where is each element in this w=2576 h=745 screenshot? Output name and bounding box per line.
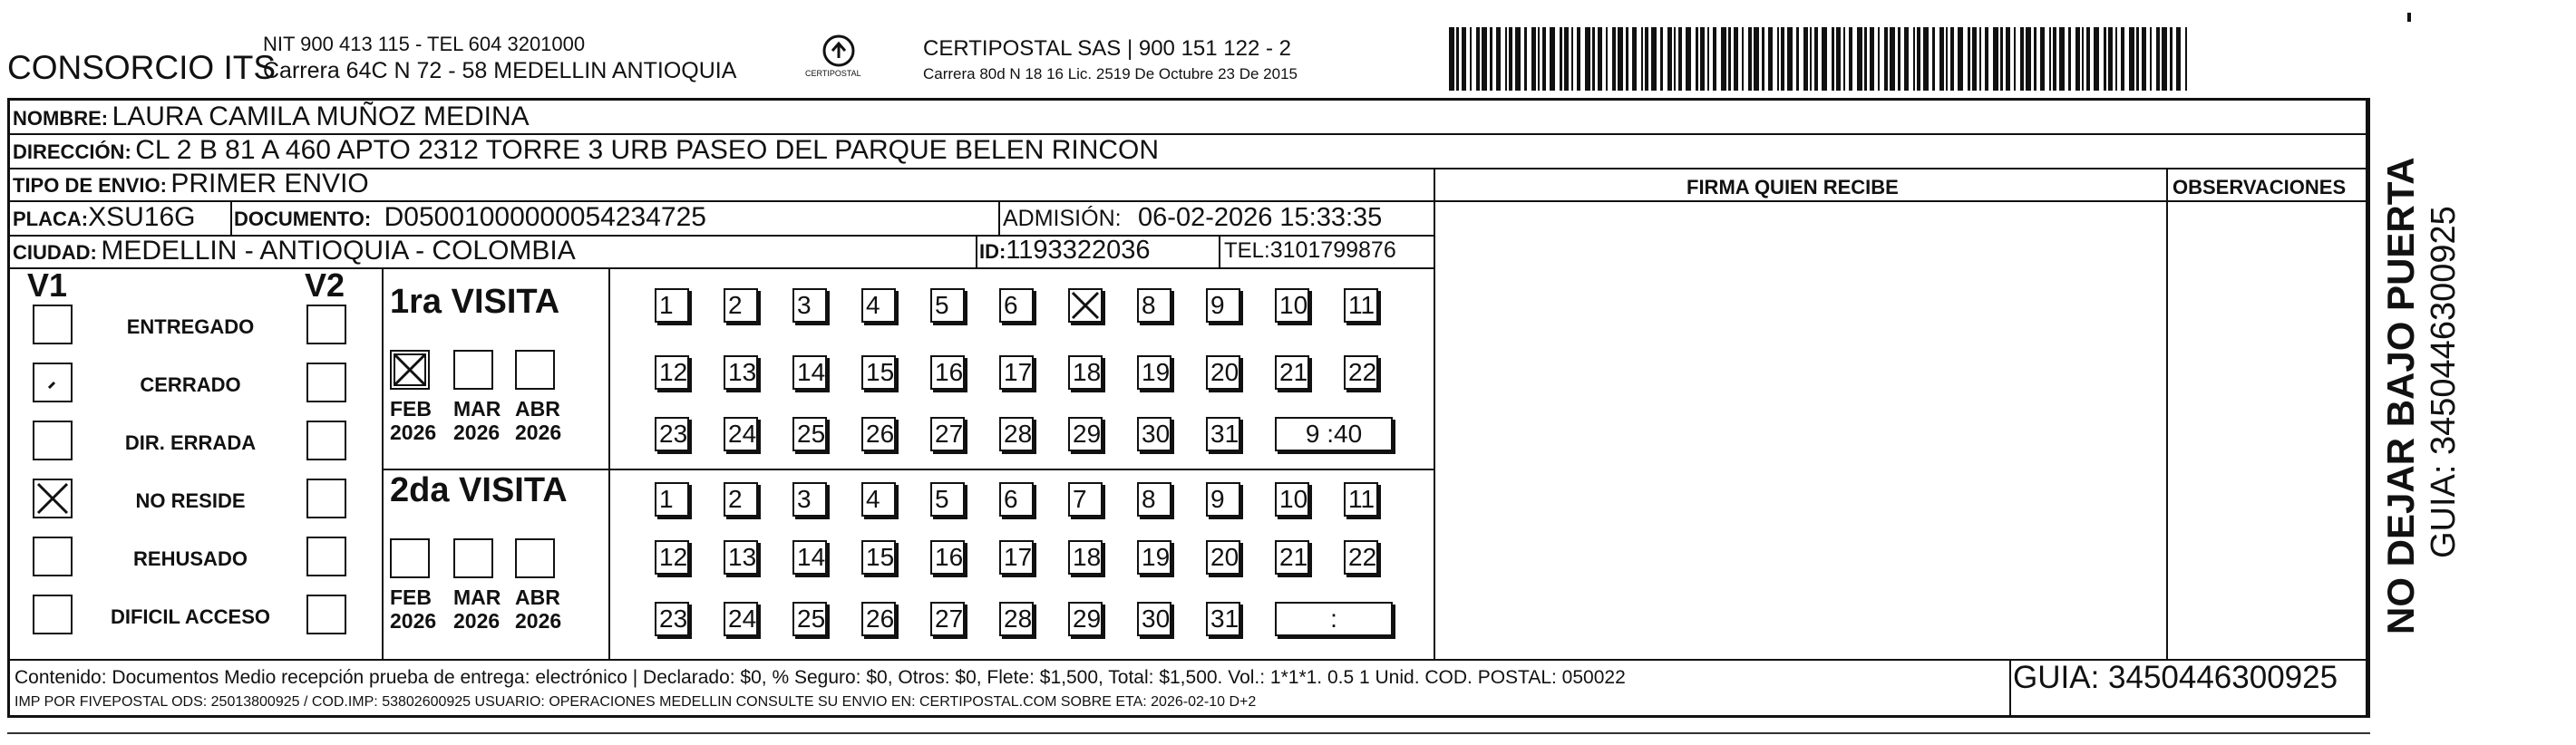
month-checkbox[interactable] [390, 350, 430, 390]
barcode-bar [2026, 27, 2031, 91]
barcode-bar [2142, 27, 2146, 91]
day-box[interactable]: 7 [1068, 482, 1103, 517]
barcode-bar [2014, 27, 2016, 91]
tick-mark-icon [34, 364, 71, 401]
barcode-bar [2020, 27, 2024, 91]
barcode-bar [1577, 27, 1580, 91]
day-box[interactable]: 11 [1344, 482, 1378, 517]
barcode-bar [1686, 27, 1691, 91]
direccion-row [13, 135, 1159, 166]
barcode-bar [2059, 27, 2065, 91]
barcode-bar [1979, 27, 1981, 91]
tipo-value: PRIMER ENVIO [170, 169, 369, 198]
barcode-bar [1958, 27, 1963, 91]
certipostal-address: Carrera 80d N 18 16 Lic. 2519 De Octubre 23 De 2015 [923, 65, 1298, 82]
v1-checkbox[interactable] [33, 537, 73, 576]
barcode-bar [1713, 27, 1716, 91]
day-box[interactable] [1068, 288, 1103, 323]
day-box[interactable]: 17 [999, 355, 1034, 390]
v1-checkbox[interactable] [33, 421, 73, 460]
placa-label: PLACA: [13, 208, 89, 230]
v1-checkbox[interactable] [33, 363, 73, 402]
barcode-bar [1482, 27, 1487, 91]
v2-checkbox[interactable] [306, 479, 346, 518]
barcode-bar [1509, 27, 1512, 91]
day-box[interactable]: 5 [930, 288, 965, 323]
tel-label: TEL: [1224, 238, 1270, 263]
check-mark-icon [1070, 290, 1101, 321]
barcode-bar [1923, 27, 1929, 91]
barcode-bar [1626, 27, 1628, 91]
barcode-bar [1674, 27, 1676, 91]
barcode-bar [1762, 27, 1764, 91]
month-label: MAR [453, 397, 501, 421]
tipo-row [13, 169, 369, 199]
day-box[interactable]: 25 [792, 417, 827, 451]
barcode-bar [1822, 27, 1827, 91]
barcode-bar [2006, 27, 2010, 91]
day-box[interactable]: 16 [930, 355, 965, 390]
barcode-bar [1787, 27, 1793, 91]
day-box[interactable]: 23 [655, 602, 689, 636]
barcode-bar [1490, 27, 1492, 91]
barcode-bar [2136, 27, 2139, 91]
day-box[interactable]: 13 [724, 540, 758, 575]
day-box[interactable]: 26 [861, 417, 896, 451]
status-label: NO RESIDE [135, 489, 246, 512]
tel-row [1224, 237, 1396, 264]
month-checkbox[interactable] [453, 350, 493, 390]
certipostal-info: CERTIPOSTAL SAS | 900 151 122 - 2 [923, 36, 1291, 61]
barcode-bar [1781, 27, 1784, 91]
admision-row [1003, 203, 1382, 233]
side-guia: GUIA: 3450446300925 [2425, 206, 2463, 558]
barcode-bar [1832, 27, 1834, 91]
id-row [979, 236, 1150, 266]
month-label: ABR [515, 585, 560, 609]
barcode-bar [1890, 27, 1895, 91]
day-box[interactable]: 25 [792, 602, 827, 636]
day-box[interactable]: 5 [930, 482, 965, 517]
year-label: 2026 [390, 421, 437, 444]
barcode-bar [1641, 27, 1643, 91]
day-box[interactable]: 27 [930, 602, 965, 636]
barcode-bar [1939, 27, 1944, 91]
v2-checkbox[interactable] [306, 421, 346, 460]
second-visit-title: 2da VISITA [390, 471, 568, 509]
barcode-bar [2150, 27, 2152, 91]
barcode-bar [1560, 27, 1562, 91]
barcode-bar [1592, 27, 1595, 91]
bottom-rule [7, 732, 2370, 734]
barcode-bar [2075, 27, 2080, 91]
barcode-bar [1734, 27, 1738, 91]
barcode-bar [1618, 27, 1623, 91]
company-address: Carrera 64C N 72 - 58 MEDELLIN ANTIOQUIA [263, 58, 737, 83]
barcode-bar [1564, 27, 1569, 91]
day-box[interactable]: 28 [999, 602, 1034, 636]
barcode-bar [2162, 27, 2167, 91]
barcode-bar [1768, 27, 1773, 91]
day-box[interactable]: 13 [724, 355, 758, 390]
day-box[interactable]: 12 [655, 355, 689, 390]
day-box[interactable]: 3 [792, 288, 827, 323]
barcode-bar [1748, 27, 1752, 91]
status-label: ENTREGADO [126, 315, 255, 338]
day-box[interactable]: 14 [792, 355, 827, 390]
barcode-bar [1524, 27, 1527, 91]
barcode-bar [2129, 27, 2134, 91]
day-box[interactable]: 4 [861, 482, 896, 517]
month-label: MAR [453, 585, 501, 609]
barcode-bar [2053, 27, 2056, 91]
barcode-bar [1456, 27, 1459, 91]
day-box[interactable]: 9 [1206, 288, 1240, 323]
day-box[interactable]: 8 [1137, 482, 1171, 517]
barcode-bar [2115, 27, 2117, 91]
barcode-bar [1550, 27, 1555, 91]
v2-checkbox[interactable] [306, 363, 346, 402]
barcode-bar [1810, 27, 1812, 91]
logo-label: CERTIPOSTAL [805, 69, 861, 78]
day-box[interactable]: 24 [724, 417, 758, 451]
tel-value: 3101799876 [1269, 237, 1396, 263]
v1-checkbox[interactable] [33, 595, 73, 634]
day-box[interactable]: 1 [655, 482, 689, 517]
time-box[interactable]: 9 :40 [1275, 417, 1393, 451]
v2-checkbox[interactable] [306, 595, 346, 634]
day-box[interactable]: 12 [655, 540, 689, 575]
nombre-label: NOMBRE: [13, 107, 109, 130]
status-label: CERRADO [140, 373, 241, 396]
barcode-bar [1843, 27, 1845, 91]
barcode-bar [1803, 27, 1808, 91]
barcode-bar [1531, 27, 1536, 91]
v1-label: V1 [27, 266, 68, 304]
barcode-bar [1917, 27, 1920, 91]
barcode-bar [2000, 27, 2003, 91]
barcode-bar [1972, 27, 1977, 91]
nombre-row [13, 102, 530, 132]
id-label: ID: [979, 240, 1006, 263]
barcode-bar [2108, 27, 2113, 91]
barcode-bar [1598, 27, 1602, 91]
day-box[interactable]: 20 [1206, 355, 1240, 390]
day-box[interactable]: 19 [1137, 355, 1171, 390]
day-box[interactable]: 8 [1137, 288, 1171, 323]
day-box[interactable]: 6 [999, 482, 1034, 517]
placa-row [13, 202, 196, 233]
day-box[interactable]: 22 [1344, 540, 1378, 575]
day-box[interactable]: 18 [1068, 540, 1103, 575]
check-mark-icon [34, 480, 71, 517]
barcode [1449, 27, 2192, 91]
status-label: DIFICIL ACCESO [110, 605, 270, 628]
barcode-bar [1742, 27, 1744, 91]
certipostal-logo-icon [807, 31, 870, 89]
footer-print-info: IMP POR FIVEPOSTAL ODS: 25013800925 / COD.IMP: 53802600925 USUARIO: OPERACIONES MEDELLIN CONSULTE SU ENVIO EN: CERTIPOSTAL.COM SOBRE ETA: 2026-02-10 D+2 [15, 694, 1257, 710]
barcode-bar [1857, 27, 1862, 91]
day-box[interactable]: 9 [1206, 482, 1240, 517]
admision-value: 06-02-2026 15:33:35 [1138, 203, 1383, 232]
direccion-value: CL 2 B 81 A 460 APTO 2312 TORRE 3 URB PASEO DEL PARQUE BELEN RINCON [135, 135, 1160, 165]
barcode-bar [1878, 27, 1880, 91]
day-box[interactable]: 2 [724, 482, 758, 517]
v2-checkbox[interactable] [306, 305, 346, 344]
barcode-bar [2049, 27, 2051, 91]
placa-value: XSU16G [88, 202, 196, 232]
barcode-bar [1913, 27, 1915, 91]
v2-checkbox[interactable] [306, 537, 346, 576]
barcode-bar [2086, 27, 2090, 91]
status-label: REHUSADO [133, 547, 248, 570]
day-box[interactable]: 20 [1206, 540, 1240, 575]
nombre-value: LAURA CAMILA MUÑOZ MEDINA [112, 102, 530, 131]
barcode-bar [2094, 27, 2099, 91]
barcode-bar [1505, 27, 1507, 91]
barcode-bar [1968, 27, 1970, 91]
observaciones-label: OBSERVACIONES [2173, 176, 2347, 198]
month-label: FEB [390, 585, 432, 609]
day-box[interactable]: 31 [1206, 417, 1240, 451]
barcode-bar [2176, 27, 2181, 91]
month-label: FEB [390, 397, 432, 421]
barcode-bar [1993, 27, 1998, 91]
day-box[interactable]: 28 [999, 417, 1034, 451]
admision-label: ADMISIÓN: [1003, 206, 1122, 231]
day-box[interactable]: 29 [1068, 602, 1103, 636]
barcode-bar [1836, 27, 1841, 91]
month-checkbox[interactable] [515, 350, 555, 390]
day-box[interactable]: 14 [792, 540, 827, 575]
id-value: 1193322036 [1006, 236, 1151, 265]
day-box[interactable]: 15 [861, 355, 896, 390]
day-box[interactable]: 6 [999, 288, 1034, 323]
company-name: CONSORCIO ITS [7, 49, 277, 86]
barcode-bar [1814, 27, 1818, 91]
barcode-bar [1932, 27, 1935, 91]
barcode-bar [1884, 27, 1888, 91]
barcode-bar [1612, 27, 1616, 91]
barcode-bar [1864, 27, 1867, 91]
barcode-bar [2040, 27, 2045, 91]
barcode-bar [1985, 27, 1988, 91]
barcode-bar [2170, 27, 2173, 91]
barcode-bar [2121, 27, 2124, 91]
time-box[interactable]: : [1275, 602, 1393, 636]
barcode-bar [1606, 27, 1608, 91]
day-box[interactable]: 24 [724, 602, 758, 636]
barcode-bar [1462, 27, 1466, 91]
barcode-bar [1449, 27, 1454, 91]
v1-checkbox[interactable] [33, 305, 73, 344]
barcode-bar [1904, 27, 1909, 91]
month-label: ABR [515, 397, 560, 421]
year-label: 2026 [515, 609, 562, 633]
day-box[interactable]: 19 [1137, 540, 1171, 575]
day-box[interactable]: 10 [1275, 288, 1309, 323]
firma-label: FIRMA QUIEN RECIBE [1687, 176, 1899, 198]
barcode-bar [1538, 27, 1540, 91]
barcode-bar [1515, 27, 1521, 91]
barcode-bar [1476, 27, 1480, 91]
barcode-bar [1721, 27, 1726, 91]
barcode-bar [1754, 27, 1759, 91]
day-box[interactable]: 27 [930, 417, 965, 451]
barcode-bar [1777, 27, 1779, 91]
barcode-bar [1728, 27, 1731, 91]
barcode-bar [1667, 27, 1672, 91]
barcode-bar [1632, 27, 1637, 91]
barcode-bar [1542, 27, 1546, 91]
day-box[interactable]: 1 [655, 288, 689, 323]
day-box[interactable]: 15 [861, 540, 896, 575]
day-box[interactable]: 3 [792, 482, 827, 517]
year-label: 2026 [453, 609, 501, 633]
day-box[interactable]: 30 [1137, 602, 1171, 636]
direccion-label: DIRECCIÓN: [13, 140, 131, 163]
ciudad-label: CIUDAD: [13, 241, 97, 264]
barcode-bar [1651, 27, 1657, 91]
barcode-bar [1696, 27, 1698, 91]
barcode-bar [1496, 27, 1501, 91]
ciudad-value: MEDELLIN - ANTIOQUIA - COLOMBIA [101, 236, 576, 266]
check-mark-icon [392, 352, 428, 388]
company-nit-tel: NIT 900 413 115 - TEL 604 3201000 [263, 33, 586, 55]
no-dejar-bajo-puerta: NO DEJAR BAJO PUERTA [2379, 157, 2422, 634]
month-checkbox[interactable] [390, 538, 430, 578]
day-box[interactable]: 11 [1344, 288, 1378, 323]
barcode-bar [1946, 27, 1948, 91]
documento-label: DOCUMENTO: [234, 208, 372, 230]
documento-value: D05001000000054234725 [384, 202, 706, 232]
day-box[interactable]: 16 [930, 540, 965, 575]
day-box[interactable]: 4 [861, 288, 896, 323]
barcode-bar [1645, 27, 1648, 91]
guia-number: GUIA: 3450446300925 [2013, 660, 2338, 695]
barcode-bar [1707, 27, 1709, 91]
year-label: 2026 [390, 609, 437, 633]
ciudad-row [13, 236, 576, 266]
barcode-bar [1470, 27, 1472, 91]
day-box[interactable]: 21 [1275, 355, 1309, 390]
day-box[interactable]: 31 [1206, 602, 1240, 636]
month-checkbox[interactable] [515, 538, 555, 578]
day-box[interactable]: 21 [1275, 540, 1309, 575]
day-box[interactable]: 30 [1137, 417, 1171, 451]
mark [2407, 13, 2411, 22]
status-label: DIR. ERRADA [124, 431, 257, 454]
day-box[interactable]: 17 [999, 540, 1034, 575]
barcode-bar [2082, 27, 2084, 91]
month-checkbox[interactable] [453, 538, 493, 578]
day-box[interactable]: 22 [1344, 355, 1378, 390]
barcode-bar [1950, 27, 1954, 91]
barcode-bar [1796, 27, 1799, 91]
day-box[interactable]: 23 [655, 417, 689, 451]
barcode-bar [2034, 27, 2036, 91]
barcode-bar [2185, 27, 2187, 91]
barcode-bar [1870, 27, 1874, 91]
day-box[interactable]: 18 [1068, 355, 1103, 390]
first-visit-title: 1ra VISITA [390, 283, 560, 321]
day-box[interactable]: 29 [1068, 417, 1103, 451]
barcode-bar [1660, 27, 1663, 91]
v2-label: V2 [305, 266, 345, 304]
day-box[interactable]: 10 [1275, 482, 1309, 517]
barcode-bar [1678, 27, 1682, 91]
barcode-bar [2068, 27, 2071, 91]
documento-row [234, 202, 706, 233]
footer-content: Contenido: Documentos Medio recepción prueba de entrega: electrónico | Declarado: $0, % Seguro: $0, Otros: $0, Flete: $1,500, Total: $1,500. Vol.: 1*1*1. 0.5 1 Unid. COD. POSTAL: 050022 [15, 667, 1626, 688]
day-box[interactable]: 26 [861, 602, 896, 636]
year-label: 2026 [453, 421, 501, 444]
barcode-bar [1585, 27, 1590, 91]
year-label: 2026 [515, 421, 562, 444]
barcode-bar [1898, 27, 1900, 91]
v1-checkbox[interactable] [33, 479, 73, 518]
barcode-bar [2104, 27, 2106, 91]
barcode-bar [2156, 27, 2160, 91]
tipo-label: TIPO DE ENVIO: [13, 174, 167, 197]
barcode-bar [1700, 27, 1705, 91]
barcode-bar [1571, 27, 1573, 91]
day-box[interactable]: 2 [724, 288, 758, 323]
barcode-bar [1849, 27, 1852, 91]
